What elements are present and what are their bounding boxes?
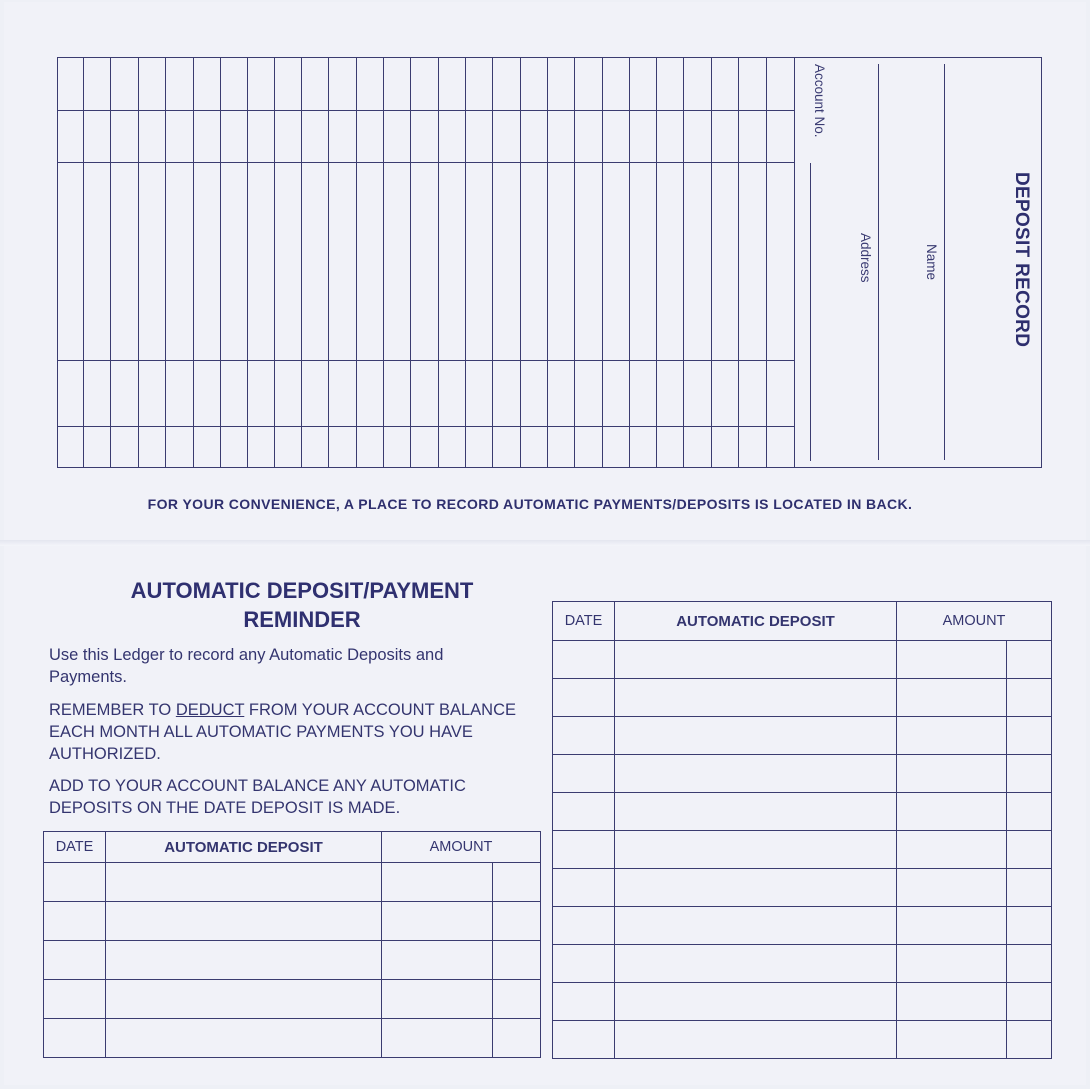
deposit-cell[interactable] [615,983,897,1021]
grid-column-line [492,58,493,467]
deposit-cell[interactable] [615,641,897,679]
grid-column-line [110,58,111,467]
amount-dollars-cell[interactable] [897,945,1007,983]
ledger-row [553,983,1052,1021]
amount-cents-cell[interactable] [493,902,541,941]
date-cell[interactable] [553,679,615,717]
deduct-keyword: DEDUCT [175,701,245,719]
name-line [944,64,945,460]
amount-dollars-cell[interactable] [382,863,493,902]
reminder-intro: Use this Ledger to record any Automatic Deposits and Payments. [49,646,444,686]
column-header-amount: AMOUNT [382,832,541,863]
deposit-cell[interactable] [615,755,897,793]
column-header-automatic-deposit: AUTOMATIC DEPOSIT [106,832,382,863]
ledger-row [553,945,1052,983]
grid-column-line [465,58,466,467]
ledger-row [44,863,541,902]
deposit-cell[interactable] [615,1021,897,1059]
grid-column-line [574,58,575,467]
date-cell[interactable] [44,980,106,1019]
amount-dollars-cell[interactable] [897,907,1007,945]
date-cell[interactable] [553,1021,615,1059]
amount-cents-cell[interactable] [1007,983,1052,1021]
grid-row-line [58,426,794,427]
date-cell[interactable] [44,863,106,902]
name-label: Name [924,244,939,281]
amount-cents-cell[interactable] [1007,869,1052,907]
grid-column-line [410,58,411,467]
amount-dollars-cell[interactable] [897,983,1007,1021]
grid-column-line [356,58,357,467]
date-cell[interactable] [553,755,615,793]
ledger-row [553,717,1052,755]
ledger-row [44,941,541,980]
column-header-amount: AMOUNT [897,602,1052,641]
grid-column-line [193,58,194,467]
amount-cents-cell[interactable] [493,863,541,902]
date-cell[interactable] [44,1019,106,1058]
convenience-note: FOR YOUR CONVENIENCE, A PLACE TO RECORD AUTOMATIC PAYMENTS/DEPOSITS IS LOCATED IN BACK. [147,496,913,512]
address-line [878,64,879,460]
grid-column-line [383,58,384,467]
date-cell[interactable] [553,831,615,869]
ledger-row [553,907,1052,945]
grid-column-line [301,58,302,467]
amount-cents-cell[interactable] [1007,717,1052,755]
amount-dollars-cell[interactable] [897,793,1007,831]
amount-cents-cell[interactable] [1007,831,1052,869]
deposit-cell[interactable] [615,907,897,945]
address-label: Address [858,233,873,283]
ledger-row [44,1019,541,1058]
reminder-deduct-text [49,699,527,765]
date-cell[interactable] [553,869,615,907]
ledger-table-left [43,831,541,1058]
ledger-row [553,679,1052,717]
amount-cents-cell[interactable] [1007,945,1052,983]
deposit-cell[interactable] [106,863,382,902]
amount-dollars-cell[interactable] [897,869,1007,907]
amount-dollars-cell[interactable] [382,941,493,980]
ledger-row [553,793,1052,831]
amount-cents-cell[interactable] [1007,641,1052,679]
deposit-cell[interactable] [615,831,897,869]
deposit-cell[interactable] [615,945,897,983]
date-cell[interactable] [553,983,615,1021]
grid-column-line [274,58,275,467]
amount-cents-cell[interactable] [1007,755,1052,793]
account-no-line [810,163,811,461]
date-cell[interactable] [44,902,106,941]
deposit-cell[interactable] [106,902,382,941]
deposit-cell[interactable] [615,717,897,755]
grid-column-line [83,58,84,467]
grid-column-line [547,58,548,467]
ledger-row [553,755,1052,793]
deposit-cell[interactable] [615,679,897,717]
page-fold [0,540,1090,546]
grid-column-line [683,58,684,467]
amount-dollars-cell[interactable] [382,902,493,941]
date-cell[interactable] [553,945,615,983]
column-header-date: DATE [553,602,615,641]
deposit-cell[interactable] [615,793,897,831]
amount-dollars-cell[interactable] [897,831,1007,869]
column-header-date: DATE [44,832,106,863]
ledger-row [553,1021,1052,1059]
date-cell[interactable] [553,717,615,755]
deposit-cell[interactable] [106,1019,382,1058]
reminder-title [62,576,542,634]
date-cell[interactable] [553,793,615,831]
amount-dollars-cell[interactable] [382,980,493,1019]
grid-column-line [165,58,166,467]
grid-row-line [58,360,794,361]
ledger-table-right [552,601,1052,1059]
grid-column-line [520,58,521,467]
grid-column-line [220,58,221,467]
remember-after: FROM YOUR ACCOUNT BALANCE EACH MONTH ALL AUTOMATIC PAYMENTS YOU HAVE AUTHORIZED. [49,701,516,763]
date-cell[interactable] [553,641,615,679]
ledger-row [553,641,1052,679]
date-cell[interactable] [553,907,615,945]
reminder-title-line2: REMINDER [243,607,361,632]
grid-row-line [58,162,794,163]
ledger-row [44,902,541,941]
account-no-label: Account No. [812,64,827,138]
reminder-title-line1: AUTOMATIC DEPOSIT/PAYMENT [130,578,474,603]
grid-column-line [629,58,630,467]
column-header-automatic-deposit: AUTOMATIC DEPOSIT [615,602,897,641]
grid-column-line [656,58,657,467]
grid-column-line [438,58,439,467]
remember-before: REMEMBER TO [49,701,172,719]
grid-column-line [328,58,329,467]
deposit-cell[interactable] [106,941,382,980]
grid-column-line [602,58,603,467]
amount-dollars-cell[interactable] [897,679,1007,717]
grid-column-line [247,58,248,467]
amount-cents-cell[interactable] [493,941,541,980]
grid-column-line [711,58,712,467]
grid-row-line [58,110,794,111]
amount-cents-cell[interactable] [1007,907,1052,945]
amount-dollars-cell[interactable] [382,1019,493,1058]
ledger-row [553,831,1052,869]
amount-cents-cell[interactable] [493,980,541,1019]
ledger-row [44,980,541,1019]
deposit-cell[interactable] [615,869,897,907]
ledger-row [553,869,1052,907]
amount-cents-cell[interactable] [493,1019,541,1058]
grid-column-line [738,58,739,467]
deposit-record-section [57,57,1042,468]
grid-column-line [138,58,139,467]
amount-cents-cell[interactable] [1007,679,1052,717]
amount-dollars-cell[interactable] [897,641,1007,679]
reminder-add-text: ADD TO YOUR ACCOUNT BALANCE ANY AUTOMATIC DEPOSITS ON THE DATE DEPOSIT IS MADE. [49,777,466,817]
deposit-cell[interactable] [106,980,382,1019]
amount-dollars-cell[interactable] [897,755,1007,793]
amount-dollars-cell[interactable] [897,1021,1007,1059]
deposit-record-title: DEPOSIT RECORD [1011,172,1032,348]
date-cell[interactable] [44,941,106,980]
amount-cents-cell[interactable] [1007,793,1052,831]
grid-column-line [766,58,767,467]
deposit-record-grid [58,58,795,467]
amount-dollars-cell[interactable] [897,717,1007,755]
amount-cents-cell[interactable] [1007,1021,1052,1059]
